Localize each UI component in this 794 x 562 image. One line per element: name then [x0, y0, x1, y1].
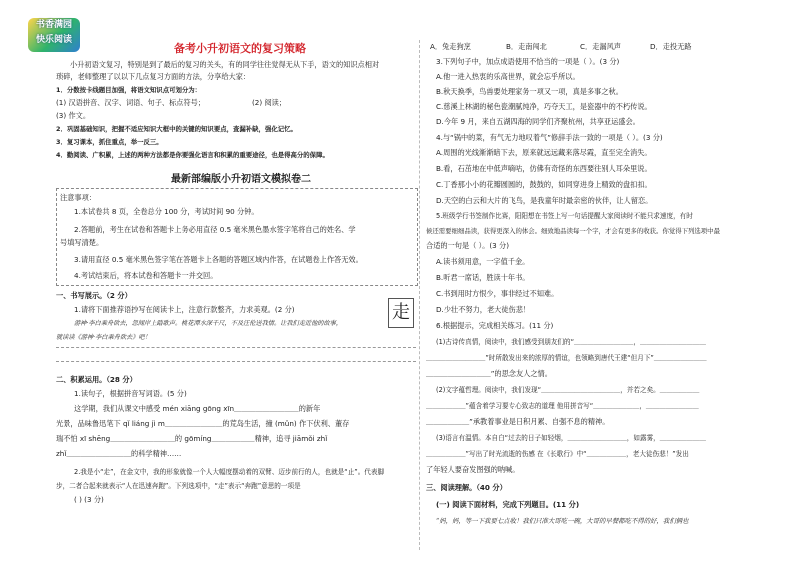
section2-heading: 二、积累运用。（28 分）: [56, 375, 137, 384]
q5-stem-b: 候还需要细细品读，获得更深入的体会。细致地品读每一个字，才会有更多的收获。你觉得下列选项中最: [426, 227, 720, 235]
q4-option-d: D.天空的白云和大片的飞鸟，是我童年时最亲密的伙伴，让人留恋。: [436, 196, 653, 205]
strategy-intro-1: 小升初语文复习，特别是到了最后的复习的关头，有的同学往往觉得无从下手，语文的知识点相对: [70, 60, 380, 69]
calligraphy-character: 走: [388, 298, 414, 328]
column-divider: [419, 40, 420, 550]
q6-1-line3: ＿＿＿＿＿＿＿＿＿”的思念友人之情。: [426, 369, 552, 378]
section1-heading: 一、书写展示。（2 分）: [56, 291, 132, 300]
section2-q1: 1.读句子，根据拼音写词语。(5 分): [74, 389, 187, 398]
q3-option-d: D.今年 9 月，来自五湖四海的同学们齐聚杭州，共享亚运盛会。: [436, 117, 640, 126]
strategy-point-1a: (1) 汉语拼音、汉字、词语、句子、标点符号；: [56, 98, 206, 107]
section2-q1-line3: 瑞不怕 xī shēng＿＿＿＿＿＿＿＿＿的 gōmíng＿＿＿＿＿＿精神，追寻 jiāmǒi zhǐ: [56, 434, 328, 443]
q5-option-c: C.书到用时方恨少，事非经过不知难。: [436, 289, 559, 298]
section1-question: 1.请将下面推荐语抄写在阅读卡上，注意行款整齐，力求美观。(2 分): [74, 305, 295, 314]
q2-option-d: D．走投无路: [650, 42, 692, 51]
q2-option-b: B．走南闯北: [506, 42, 547, 51]
section1-quote-2: 就读读《游神·李白乘舟欲去》吧！: [56, 334, 151, 341]
strategy-point-3: 3．复习课本，抓住重点，举一反三。: [56, 138, 163, 146]
q4-option-b: B.看，石茁地在中低声嘀咕，仿佛有奇怪的东西要往别人耳朵里说。: [436, 164, 652, 173]
section2-q1-line1: 这学期，我们从课文中感受 mén xiāng gōng xīn＿＿＿＿＿＿＿＿＿的新年: [74, 404, 321, 413]
logo-text-line1: 书香满园: [35, 20, 72, 30]
strategy-point-1b: (2) 阅读；: [252, 98, 287, 107]
section3-sub-heading: (一) 阅读下面材料，完成下列题目。(11 分): [436, 500, 580, 509]
q6-3-line1: (3)语言有温情。本自白“过去的日子如轻烟，＿＿＿＿＿＿＿＿＿，如露雾，＿＿＿＿＿＿＿: [436, 434, 706, 442]
q6-2-line1: (2)文字蕴哲理。阅读中，我们发现“＿＿＿＿＿＿＿＿＿＿＿＿，并若之矣。＿＿＿＿＿＿: [436, 386, 700, 394]
q5-option-a: A.读书须用意，一字值千金。: [436, 257, 530, 266]
logo-text-line2: 快乐阅读: [35, 35, 72, 45]
q3-option-c: C.慈溪上林湖的秘色瓷潮腻纯净，巧夺天工，是瓷器中的不朽传说。: [436, 102, 652, 111]
q6-1-line2: ＿＿＿＿＿＿＿＿＿”时所散发出来的浓厚的情谊，也领略到唐代王建“但月下”＿＿＿＿＿＿＿＿: [426, 354, 707, 362]
notice-item-2: 2.答题前，考生在试卷和答题卡上务必用直径 0.5 毫米黑色墨水签字笔将自己的姓名、学: [74, 225, 356, 234]
notice-item-2-cont: 号填写清楚。: [60, 238, 104, 247]
q6-1-line1: (1)古诗传真情，阅读中，我们感受到朋友们的“＿＿＿＿＿＿＿＿＿，＿＿＿＿＿＿＿＿＿＿: [436, 338, 706, 346]
q4-option-c: C.丁香那小小的花瓣圆圆的，鼓鼓的，如同穿进身上精致的盘扣扣。: [436, 180, 652, 189]
q4-option-a: A.周围的光线渐渐暗下去，原来就远远藏来落尽霞，直至完全消失。: [436, 148, 652, 157]
q6-2-line3: ＿＿＿＿＿＿”承教着事业是日积月累、自强不息的精神。: [426, 417, 610, 426]
notice-item-1: 1.本试卷共 8 页，全卷总分 100 分，考试时间 90 分钟。: [74, 207, 259, 216]
q5-stem-c: 合适的一句是（ ）。(3 分): [426, 241, 510, 250]
section2-q2-c: ( ) (3 分): [74, 495, 104, 504]
q3-option-a: A.他一进入热衷的乐高世界，就会忘乎所以。: [436, 72, 580, 81]
school-logo: [28, 18, 80, 52]
q4-stem: 4.与“锅中的菜，有气无力地叹着气”修辞手法一致的一项是（ ）。(3 分): [436, 133, 663, 142]
q3-option-b: B.秋天换季，鸟兽要处理家务一项又一项，真是多事之秋。: [436, 87, 623, 96]
q2-option-a: A．兔走狗烹: [430, 42, 471, 51]
copy-line-1: [56, 347, 416, 348]
notice-item-4: 4.考试结束后，将本试卷和答题卡一并交回。: [74, 271, 218, 280]
notice-title: 注意事项：: [60, 193, 96, 202]
section3-heading: 三、阅读理解。（40 分）: [426, 483, 507, 492]
q6-2-line2: ＿＿＿＿＿＿”蕴含着学习要专心致志的道理 他用拼音写“＿＿＿＿＿＿＿，＿＿＿＿＿＿＿＿: [426, 402, 699, 410]
strategy-intro-2: 琐碎，老师整理了以以下几点复习方面的方法，分享给大家：: [56, 72, 251, 81]
notice-item-3: 3.请用直径 0.5 毫米黑色签字笔在答题卡上各题的答题区域内作答，在试题卷上作答无效。: [74, 255, 363, 264]
q5-option-d: D.少壮不努力，老大徒伤悲！: [436, 305, 531, 314]
q5-stem-a: 5.班级学行书签制作比赛，阳阳想在书签上写一句话提醒大家阅读时不能只求速度，有时: [436, 212, 693, 220]
q5-option-b: B.听君一席话，胜读十年书。: [436, 273, 530, 282]
strategy-point-1c: (3) 作文。: [56, 111, 91, 120]
strategy-point-1: 1．分数按卡线题目加强，将语文知识点可划分为：: [56, 86, 202, 94]
strategy-point-2: 2．巩固基础知识，把握不适应知识大框中的关键的知识要点，查漏补缺，强化记忆。: [56, 125, 297, 133]
strategy-title: 备考小升初语文的复习策略: [174, 42, 306, 55]
section3-passage: “妈，妈，等一下我要七点收！我们只准大哥吃一碗，大哥的早餐都吃不得的好，我们俩也: [436, 517, 689, 525]
section2-q1-line4: zhǐ＿＿＿＿＿＿＿＿＿的科学精神……: [56, 449, 182, 458]
section2-q2-b: 步，二者合起来就表示“人在迅速奔跑”。下列选项中，“走”表示“奔跑”意思的一项是: [56, 482, 301, 490]
q6-stem: 6.根据提示，完成相关练习。(11 分): [436, 321, 554, 330]
q6-3-line3: 了年轻人要奋发图强的呐喊。: [426, 465, 520, 474]
q3-stem: 3.下列句子中，加点成语使用不恰当的一项是（ ）。(3 分): [436, 57, 620, 66]
q6-3-line2: ＿＿＿＿＿＿”写出了时光流逝的伤感 在《长歌行》中“＿＿＿＿＿＿，老大徒伤悲！”发出: [426, 450, 689, 458]
exam-title: 最新部编版小升初语文模拟卷二: [171, 174, 311, 185]
q2-option-c: C．走漏风声: [580, 42, 621, 51]
section2-q1-line2: 光景，品味鲁迅笔下 qǐ liáng jì m＿＿＿＿＿＿＿＿的荒岛生活，撞 (mǔn) 作下伏利、董存: [56, 419, 350, 428]
strategy-point-4: 4．勤阅读、广积累，上述的两种方法都是你要强化语言和积累的重要途径，也是得高分的保障。: [56, 151, 329, 159]
section2-q2-a: 2.我是小“走”，在金文中，我的形象就像一个人大幅度摆动着的双臂、迈步前行的人，也就是“止”。代表脚: [74, 468, 385, 476]
copy-line-2: [56, 361, 416, 362]
section1-quote-1: 游神·李白乘舟欲去，忽闻岸上踏歌声。桃花潭水深千尺，不及汪伦送我情。让我们走近他的故事，: [74, 320, 343, 327]
